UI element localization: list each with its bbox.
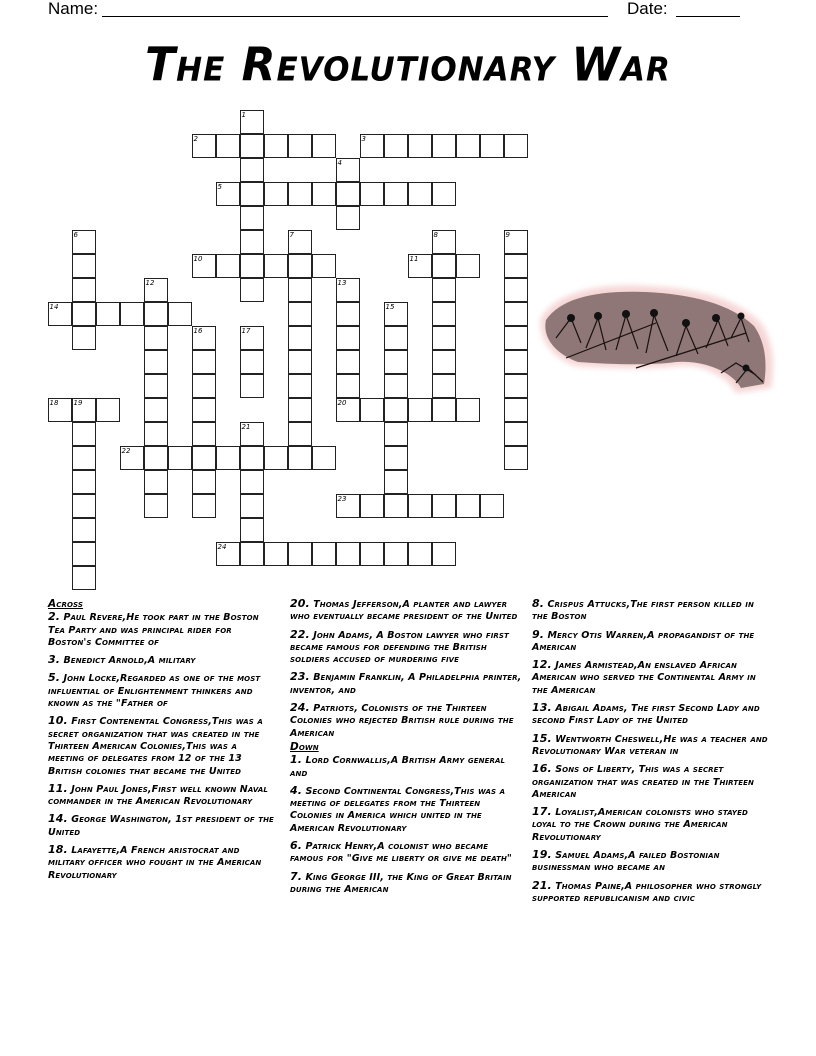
crossword-cell[interactable] <box>432 182 456 206</box>
crossword-cell[interactable] <box>432 542 456 566</box>
crossword-cell[interactable] <box>264 182 288 206</box>
crossword-cell[interactable] <box>408 182 432 206</box>
crossword-cell[interactable] <box>72 518 96 542</box>
date-field[interactable] <box>676 16 740 17</box>
crossword-cell[interactable] <box>360 182 384 206</box>
crossword-cell[interactable] <box>72 446 96 470</box>
crossword-cell[interactable] <box>504 350 528 374</box>
clue-down-15: 15. Wentworth Cheswell,He was a teacher and Revolutionary War veteran in <box>532 731 768 757</box>
clue-across-24: 24. Patriots, Colonists of the Thirteen Colonies who rejected British rule during the American <box>290 701 514 739</box>
clue-number: 19 <box>73 398 83 407</box>
crossword-cell[interactable] <box>336 206 360 230</box>
crossword-cell[interactable] <box>408 494 432 518</box>
battle-scene-icon <box>536 278 786 398</box>
crossword-cell[interactable] <box>336 494 360 518</box>
crossword-cell[interactable] <box>264 446 288 470</box>
crossword-cell[interactable] <box>312 254 336 278</box>
crossword-cell[interactable] <box>216 182 240 206</box>
clue-number: 9 <box>505 230 510 239</box>
crossword-cell[interactable] <box>168 302 192 326</box>
clues-column-1 <box>48 598 276 887</box>
crossword-cell[interactable] <box>192 374 216 398</box>
crossword-cell[interactable] <box>144 374 168 398</box>
clues-column-3 <box>532 598 770 910</box>
crossword-cell[interactable] <box>504 254 528 278</box>
crossword-cell[interactable] <box>192 470 216 494</box>
crossword-cell[interactable] <box>408 134 432 158</box>
crossword-cell[interactable] <box>192 254 216 278</box>
clue-across-3: 3. Benedict Arnold,A military <box>48 653 196 667</box>
crossword-cell[interactable] <box>288 134 312 158</box>
clue-down-12: 12. James Armistead,An enslaved African American who served the Continental Army in the American <box>532 658 756 696</box>
clue-number: 13 <box>337 278 347 287</box>
down-heading: Down <box>290 740 319 753</box>
clue-across-11: 11. John Paul Jones,First well known Naval commander in the American Revolutionary <box>48 781 268 808</box>
clue-number: 2 <box>193 134 198 143</box>
clue-number: 12 <box>145 278 155 287</box>
crossword-cell[interactable] <box>288 446 312 470</box>
clue-across-2: 2. Paul Revere,He took part in the Boston Tea Party and was principal rider for Boston's Committee of <box>48 610 259 648</box>
clue-down-4: 4. Second Continental Congress,This was a meeting of delegates from the Thirteen Colonies in America which united in the American Revolutionary <box>290 783 506 834</box>
crossword-cell[interactable] <box>216 254 240 278</box>
clue-down-7: 7. King George III, the King of Great Britain during the American <box>290 869 512 895</box>
crossword-cell[interactable] <box>384 374 408 398</box>
crossword-cell[interactable] <box>240 254 264 278</box>
crossword-cell[interactable] <box>216 446 240 470</box>
crossword-cell[interactable] <box>240 134 264 158</box>
crossword-cell[interactable] <box>408 398 432 422</box>
clue-down-6: 6. Patrick Henry,A colonist who became famous for "Give me liberty or give me death" <box>290 839 512 865</box>
crossword-cell[interactable] <box>192 446 216 470</box>
header <box>0 0 816 22</box>
crossword-cell[interactable] <box>144 494 168 518</box>
crossword-cell[interactable] <box>432 302 456 326</box>
crossword-cell[interactable] <box>432 398 456 422</box>
crossword-cell[interactable] <box>264 134 288 158</box>
clue-number: 24 <box>217 542 227 551</box>
crossword-cell[interactable] <box>408 254 432 278</box>
crossword-cell[interactable] <box>456 254 480 278</box>
clue-down-21: 21. Thomas Paine,A philosopher who strongly supported republicanism and civic <box>532 878 762 904</box>
crossword-cell[interactable] <box>384 470 408 494</box>
clue-down-9: 9. Mercy Otis Warren,A propagandist of the American <box>532 627 755 653</box>
crossword-cell[interactable] <box>504 374 528 398</box>
crossword-cell[interactable] <box>336 374 360 398</box>
crossword-cell[interactable] <box>144 446 168 470</box>
crossword-cell[interactable] <box>360 134 384 158</box>
clue-down-13: 13. Abigail Adams, The first Second Lady and second First Lady of the United <box>532 701 760 727</box>
crossword-cell[interactable] <box>432 134 456 158</box>
clue-down-17: 17. Loyalist,American colonists who stayed loyal to the Crown during the American Revolutionary <box>532 805 748 843</box>
clue-across-22: 22. John Adams, A Boston lawyer who first became famous for defending the British soldiers accused of murdering five <box>290 627 509 666</box>
clue-number: 11 <box>409 254 419 263</box>
clue-number: 6 <box>73 230 78 239</box>
crossword-cell[interactable] <box>384 182 408 206</box>
crossword-cell[interactable] <box>120 446 144 470</box>
crossword-cell[interactable] <box>48 302 72 326</box>
across-heading: Across <box>48 598 84 610</box>
clue-down-16: 16. Sons of Liberty, This was a secret organization that was created in the Thirteen American <box>532 762 754 800</box>
crossword-cell[interactable] <box>456 494 480 518</box>
clue-down-19: 19. Samuel Adams,A failed Bostonian businessman who became an <box>532 848 720 874</box>
clue-number: 15 <box>385 302 395 311</box>
name-field[interactable] <box>102 16 608 17</box>
crossword-cell[interactable] <box>360 398 384 422</box>
crossword-cell[interactable] <box>240 494 264 518</box>
crossword-cell[interactable] <box>72 566 96 590</box>
crossword-cell[interactable] <box>432 326 456 350</box>
crossword-cell[interactable] <box>288 350 312 374</box>
crossword-cell[interactable] <box>288 278 312 302</box>
clue-number: 16 <box>193 326 203 335</box>
clue-number: 14 <box>49 302 59 311</box>
crossword-cell[interactable] <box>72 470 96 494</box>
crossword-cell[interactable] <box>72 326 96 350</box>
clues-column-2 <box>290 598 522 901</box>
crossword-cell[interactable] <box>456 398 480 422</box>
crossword-cell[interactable] <box>504 446 528 470</box>
clue-across-20: 20. Thomas Jefferson,A planter and lawyer who eventually became president of the United <box>290 597 518 623</box>
crossword-cell[interactable] <box>72 542 96 566</box>
crossword-cell[interactable] <box>288 254 312 278</box>
crossword-cell[interactable] <box>240 278 264 302</box>
crossword-cell[interactable] <box>504 230 528 254</box>
crossword-cell[interactable] <box>384 542 408 566</box>
crossword-cell[interactable] <box>192 398 216 422</box>
crossword-cell[interactable] <box>408 542 432 566</box>
crossword-cell[interactable] <box>240 206 264 230</box>
clue-number: 10 <box>193 254 203 263</box>
clue-number: 22 <box>121 446 131 455</box>
crossword-cell[interactable] <box>360 542 384 566</box>
crossword-cell[interactable] <box>144 470 168 494</box>
crossword-cell[interactable] <box>72 230 96 254</box>
crossword-cell[interactable] <box>240 182 264 206</box>
crossword-cell[interactable] <box>432 230 456 254</box>
clue-number: 18 <box>49 398 59 407</box>
crossword-cell[interactable] <box>336 302 360 326</box>
crossword-grid <box>48 110 528 590</box>
crossword-cell[interactable] <box>168 446 192 470</box>
crossword-cell[interactable] <box>192 422 216 446</box>
crossword-cell[interactable] <box>384 350 408 374</box>
crossword-cell[interactable] <box>240 230 264 254</box>
crossword-cell[interactable] <box>240 446 264 470</box>
crossword-cell[interactable] <box>240 110 264 134</box>
clue-across-23: 23. Benjamin Franklin, A Philadelphia printer, inventor, and <box>290 670 522 696</box>
crossword-cell[interactable] <box>312 182 336 206</box>
crossword-cell[interactable] <box>240 470 264 494</box>
crossword-cell[interactable] <box>432 254 456 278</box>
crossword-cell[interactable] <box>288 542 312 566</box>
crossword-cell[interactable] <box>144 350 168 374</box>
battle-scene-illustration <box>536 278 786 398</box>
clue-across-18: 18. Lafayette,A French aristocrat and military officer who fought in the American Revolutionary <box>48 843 262 881</box>
clue-number: 17 <box>241 326 251 335</box>
crossword-cell[interactable] <box>72 278 96 302</box>
crossword-cell[interactable] <box>144 302 168 326</box>
clue-across-10: 10. First Contenental Congress,This was a secret organization that was created in the Thirteen American Colonies,This was a meeting of delegates from 12 of the 13 British colonies that became the United <box>48 714 263 777</box>
crossword-cell[interactable] <box>240 350 264 374</box>
crossword-cell[interactable] <box>384 326 408 350</box>
date-label: Date: <box>627 0 668 18</box>
crossword-cell[interactable] <box>336 182 360 206</box>
crossword-cell[interactable] <box>192 326 216 350</box>
crossword-cell[interactable] <box>96 398 120 422</box>
crossword-cell[interactable] <box>504 422 528 446</box>
crossword-cell[interactable] <box>192 134 216 158</box>
crossword-cell[interactable] <box>432 494 456 518</box>
crossword-cell[interactable] <box>384 398 408 422</box>
crossword-cell[interactable] <box>360 494 384 518</box>
clue-across-14: 14. George Washington, 1st president of the United <box>48 812 274 838</box>
crossword-cell[interactable] <box>336 542 360 566</box>
crossword-cell[interactable] <box>144 422 168 446</box>
name-label: Name: <box>48 0 99 18</box>
crossword-cell[interactable] <box>288 422 312 446</box>
crossword-cell[interactable] <box>384 302 408 326</box>
crossword-cell[interactable] <box>216 134 240 158</box>
crossword-cell[interactable] <box>144 278 168 302</box>
crossword-cell[interactable] <box>312 134 336 158</box>
clue-number: 7 <box>289 230 294 239</box>
crossword-cell[interactable] <box>336 398 360 422</box>
page-title: The Revolutionary War <box>145 38 671 93</box>
clue-across-5: 5. John Locke,Regarded as one of the most influential of Enlightenment thinkers and known as the "Father of <box>48 671 261 710</box>
crossword-cell[interactable] <box>96 302 120 326</box>
clue-down-8: 8. Crispus Attucks,The first person killed in the Boston <box>532 597 754 623</box>
crossword-cell[interactable] <box>504 302 528 326</box>
crossword-cell[interactable] <box>288 182 312 206</box>
crossword-cell[interactable] <box>264 542 288 566</box>
crossword-cell[interactable] <box>192 494 216 518</box>
crossword-cell[interactable] <box>264 254 288 278</box>
crossword-cell[interactable] <box>72 494 96 518</box>
crossword-cell[interactable] <box>384 446 408 470</box>
crossword-cell[interactable] <box>336 350 360 374</box>
crossword-cell[interactable] <box>504 326 528 350</box>
crossword-cell[interactable] <box>432 350 456 374</box>
crossword-cell[interactable] <box>72 398 96 422</box>
crossword-cell[interactable] <box>240 374 264 398</box>
crossword-cell[interactable] <box>288 302 312 326</box>
clue-down-1: 1. Lord Cornwallis,A British Army general and <box>290 753 506 779</box>
crossword-cell[interactable] <box>144 398 168 422</box>
crossword-cell[interactable] <box>336 326 360 350</box>
crossword-cell[interactable] <box>240 518 264 542</box>
crossword-cell[interactable] <box>384 422 408 446</box>
crossword-cell[interactable] <box>72 422 96 446</box>
crossword-cell[interactable] <box>336 158 360 182</box>
crossword-cell[interactable] <box>288 374 312 398</box>
crossword-cell[interactable] <box>72 302 96 326</box>
crossword-cell[interactable] <box>504 398 528 422</box>
crossword-cell[interactable] <box>312 542 336 566</box>
crossword-cell[interactable] <box>240 422 264 446</box>
crossword-cell[interactable] <box>504 134 528 158</box>
crossword-cell[interactable] <box>240 542 264 566</box>
clue-number: 1 <box>241 110 246 119</box>
crossword-cell[interactable] <box>336 278 360 302</box>
crossword-cell[interactable] <box>480 134 504 158</box>
crossword-cell[interactable] <box>288 398 312 422</box>
crossword-cell[interactable] <box>288 326 312 350</box>
crossword-cell[interactable] <box>432 374 456 398</box>
crossword-cell[interactable] <box>72 254 96 278</box>
crossword-cell[interactable] <box>384 134 408 158</box>
clue-number: 5 <box>217 182 222 191</box>
crossword-cell[interactable] <box>120 302 144 326</box>
clue-number: 8 <box>433 230 438 239</box>
clue-number: 4 <box>337 158 342 167</box>
crossword-cell[interactable] <box>456 134 480 158</box>
crossword-cell[interactable] <box>240 326 264 350</box>
clue-number: 23 <box>337 494 347 503</box>
crossword-cell[interactable] <box>216 542 240 566</box>
clue-number: 3 <box>361 134 366 143</box>
crossword-cell[interactable] <box>240 158 264 182</box>
clue-number: 21 <box>241 422 251 431</box>
crossword-cell[interactable] <box>144 326 168 350</box>
crossword-cell[interactable] <box>504 278 528 302</box>
crossword-cell[interactable] <box>480 494 504 518</box>
crossword-cell[interactable] <box>192 350 216 374</box>
crossword-cell[interactable] <box>384 494 408 518</box>
crossword-cell[interactable] <box>312 446 336 470</box>
crossword-cell[interactable] <box>48 398 72 422</box>
crossword-cell[interactable] <box>288 230 312 254</box>
crossword-cell[interactable] <box>432 278 456 302</box>
clue-number: 20 <box>337 398 347 407</box>
